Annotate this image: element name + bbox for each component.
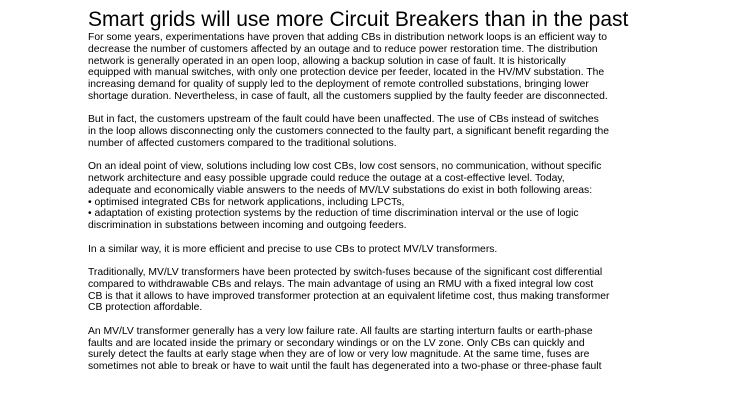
paragraph-line: CB is that it allows to have improved transformer protection at an equivalent lifetime cost, thus making transformer (88, 290, 610, 302)
paragraph-line: Traditionally, MV/LV transformers have been protected by switch-fuses because of the significant cost differential (88, 267, 603, 278)
paragraph (88, 32, 660, 103)
paragraph-line: faults and are located inside the primary or secondary windings or on the LV zone. Only CBs can quickly and (88, 337, 585, 349)
document-body (88, 32, 660, 373)
paragraph-line: An MV/LV transformer generally has a very low failure rate. All faults are starting interturn faults or earth-phase (88, 325, 593, 337)
paragraph-line: in the loop allows disconnecting only the customers connected to the faulty part, a significant benefit regarding the (88, 126, 609, 137)
paragraph-line: increasing demand for quality of supply led to the deployment of remote controlled substations, bringing lower (88, 79, 589, 90)
paragraph (88, 161, 660, 232)
paragraph-line: • adaptation of existing protection systems by the reduction of time discrimination interval or the use of logic (88, 208, 579, 220)
paragraph-line: decrease the number of customers affected by an outage and to reduce power restoration time. The distribution (88, 43, 598, 55)
paragraph-line: In a similar way, it is more efficient and precise to use CBs to protect MV/LV transformers. (88, 243, 498, 255)
page-title: Smart grids will use more Circuit Breakers than in the past (88, 8, 629, 31)
paragraph (88, 114, 660, 149)
paragraph-line: network architecture and easy possible upgrade could reduce the outage at a cost-effective level. Today, (88, 173, 565, 184)
paragraph-line: • optimised integrated CBs for network applications, including LPCTs, (88, 196, 405, 208)
paragraph-line: compared to withdrawable CBs and relays. The main advantage of using an RMU with a fixed integral low cost (88, 278, 594, 290)
paragraph-line: adequate and economically viable answers to the needs of MV/LV substations do exist in both following areas: (88, 184, 593, 196)
paragraph-line: But in fact, the customers upstream of the fault could have been unaffected. The use of CBs instead of switches (88, 114, 599, 126)
paragraph-line: On an ideal point of view, solutions including low cost CBs, low cost sensors, no communication, without specific (88, 161, 602, 173)
document-page (88, 8, 660, 373)
paragraph-line: For some years, experimentations have proven that adding CBs in distribution network loops is an efficient way to (88, 32, 607, 43)
paragraph (88, 326, 660, 373)
paragraph-line: equipped with manual switches, with only one protection device per feeder, located in the HV/MV substation. The (88, 67, 605, 79)
paragraph-line: number of affected customers compared to the traditional solutions. (88, 137, 397, 149)
paragraph-line: surely detect the faults at early stage when they are of low or very low magnitude. At the same time, fuses are (88, 349, 590, 361)
paragraph-line: shortage duration. Nevertheless, in case of fault, all the customers supplied by the faulty feeder are disconnected. (88, 90, 608, 102)
paragraph-line: discrimination in substations between incoming and outgoing feeders. (88, 220, 407, 231)
paragraph-line: CB protection affordable. (88, 302, 203, 314)
paragraph-line: network is generally operated in an open loop, allowing a backup solution in case of fault. It is historically (88, 55, 566, 67)
paragraph (88, 244, 660, 256)
paragraph-line: sometimes not able to break or have to wait until the fault has degenerated into a two-phase or three-phase fault (88, 361, 602, 372)
paragraph (88, 267, 660, 314)
